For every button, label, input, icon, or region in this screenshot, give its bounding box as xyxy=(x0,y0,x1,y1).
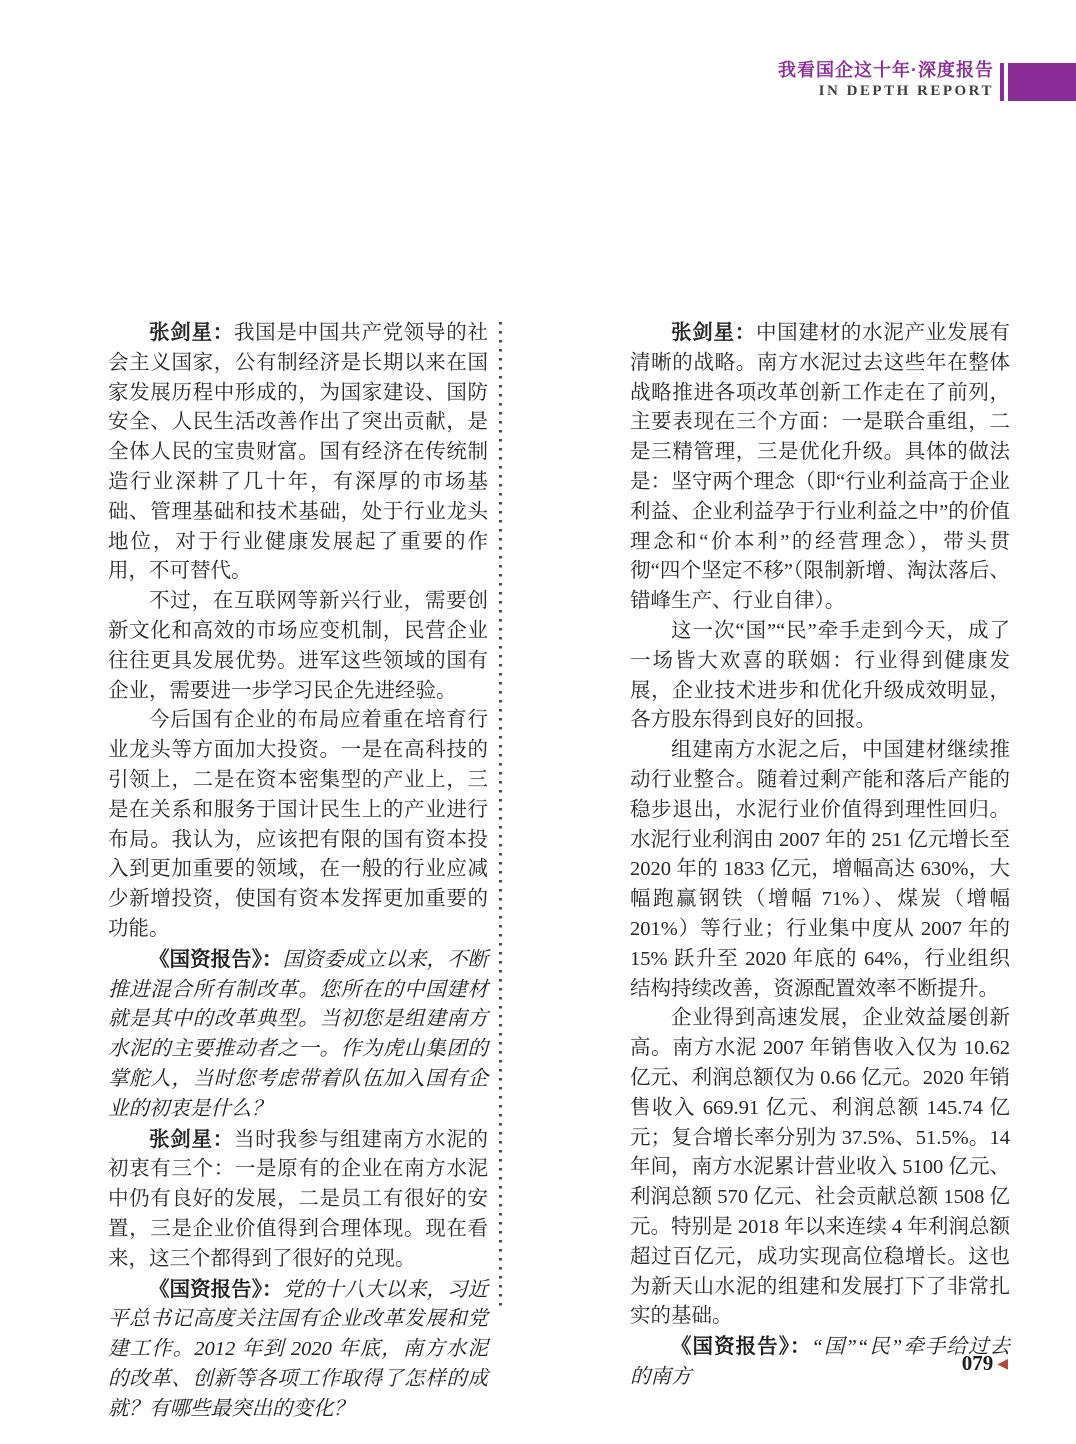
answer-paragraph xyxy=(108,587,488,706)
answer-paragraph xyxy=(630,318,1010,617)
paragraph-text: 企业得到高速发展，企业效益屡创新高。南方水泥 2007 年销售收入仅为 10.62 亿元、利润总额仅为 0.66 亿元。2020 年销售收入 669.91 亿元、利润总额 145.74 亿元；复合增长率分别为 37.5%、51.5%。14 年间，南方水泥累计营业收入 5100 亿元、利润总额 570 亿元、社会贡献总额 1508 亿元。特别是 2018 年以来连续 4 年利润总额超过百亿元，成功实现高位稳增长。这也为新天山水泥的组建和发展打下了非常扎实的基础。 xyxy=(630,1007,1010,1328)
paragraph-text: 当时我参与组建南方水泥的初衷有三个：一是原有的企业在南方水泥中仍有良好的发展，二是员工有很好的安置，三是企业价值得到合理体现。现在看来，这三个都得到了很好的兑现。 xyxy=(108,1128,489,1270)
right-column xyxy=(630,318,1010,1393)
speaker-name: 张剑星： xyxy=(149,1127,234,1151)
question-paragraph xyxy=(108,1275,488,1425)
header-accent-block xyxy=(1008,63,1076,101)
speaker-name: 张剑星： xyxy=(671,321,756,344)
page-header xyxy=(0,61,994,99)
speaker-name: 《国资报告》： xyxy=(149,947,283,971)
speaker-name: 张剑星： xyxy=(149,321,234,344)
paragraph-text: 组建南方水泥之后，中国建材继续推动行业整合。随着过剩产能和落后产能的稳步退出，水泥行业价值得到理性回归。水泥行业利润由 2007 年的 251 亿元增长至 2020 年的 1833 亿元，增幅高达 630%，大幅跑赢钢铁（增幅 71%）、煤炭（增幅 201%）等行业；行业集中度从 2007 年的 15% 跃升至 2020 年底的 64%，行业组织结构持续改善，资源配置效率不断提升。 xyxy=(630,739,1010,1000)
page-footer xyxy=(0,1353,1008,1374)
left-column xyxy=(108,318,488,1424)
answer-paragraph xyxy=(630,617,1010,736)
paragraph-text: 这一次“国”“民”牵手走到今天，成了一场皆大欢喜的联姻：行业得到健康发展，企业技术进步和优化升级成效明显，各方股东得到良好的回报。 xyxy=(630,619,1010,732)
paragraph-text: “国”“民”牵手给过去的南方 xyxy=(630,1336,1010,1388)
column-divider-dotted-rule xyxy=(499,322,502,1312)
page-marker-triangle-icon: ◀ xyxy=(997,1357,1008,1372)
paragraph-text: 不过，在互联网等新兴行业，需要创新文化和高效的市场应变机制，民营企业往往更具发展优势。进军这些领域的国有企业，需要进一步学习民企先进经验。 xyxy=(108,590,488,702)
answer-paragraph xyxy=(108,318,488,587)
speaker-name: 《国资报告》： xyxy=(149,1277,283,1301)
speaker-name: 《国资报告》： xyxy=(671,1335,812,1359)
paragraph-text: 今后国有企业的布局应着重在培育行业龙头等方面加大投资。一是在高科技的引领上，二是在资本密集型的产业上，三是在关系和服务于国计民生上的产业进行布局。我认为，应该把有限的国有资本投入到更加重要的领域，在一般的行业应减少新增投资，使国有资本发挥更加重要的功能。 xyxy=(108,709,488,940)
answer-paragraph xyxy=(630,1004,1010,1332)
answer-paragraph xyxy=(108,706,488,944)
header-title-chinese: 我看国企这十年·深度报告 xyxy=(778,60,994,80)
answer-paragraph xyxy=(108,1125,488,1275)
answer-paragraph xyxy=(630,736,1010,1004)
paragraph-text: 国资委成立以来，不断推进混合所有制改革。您所在的中国建材就是其中的改革典型。当初您是组建南方水泥的主要推动者之一。作为虎山集团的掌舵人，当时您考虑带着队伍加入国有企业的初衷是什么？ xyxy=(108,948,488,1120)
header-accent-bar xyxy=(1000,63,1004,101)
question-paragraph xyxy=(108,945,488,1125)
header-title-english: IN DEPTH REPORT xyxy=(818,83,994,99)
paragraph-text: 我国是中国共产党领导的社会主义国家，公有制经济是长期以来在国家发展历程中形成的，为国家建设、国防安全、人民生活改善作出了突出贡献，是全体人民的宝贵财富。国有经济在传统制造行业深耕了几十年，有深厚的市场基础、管理基础和技术基础，处于行业龙头地位，对于行业健康发展起了重要的作用，不可替代。 xyxy=(108,322,489,583)
paragraph-text: 中国建材的水泥产业发展有清晰的战略。南方水泥过去这些年在整体战略推进各项改革创新工作走在了前列，主要表现在三个方面：一是联合重组，二是三精管理，三是优化升级。具体的做法是：坚守两个理念（即“行业利益高于企业利益、企业利益孕于行业利益之中”的价值理念和“价本利”的经营理念），带头贯彻“四个坚定不移”（限制新增、淘汰落后、错峰生产、行业自律）。 xyxy=(630,322,1011,613)
page-number: 079 xyxy=(961,1351,994,1375)
paragraph-text: 党的十八大以来，习近平总书记高度关注国有企业改革发展和党建工作。2012 年到 2020 年底，南方水泥的改革、创新等各项工作取得了怎样的成就？有哪些最突出的变化？ xyxy=(108,1278,488,1420)
